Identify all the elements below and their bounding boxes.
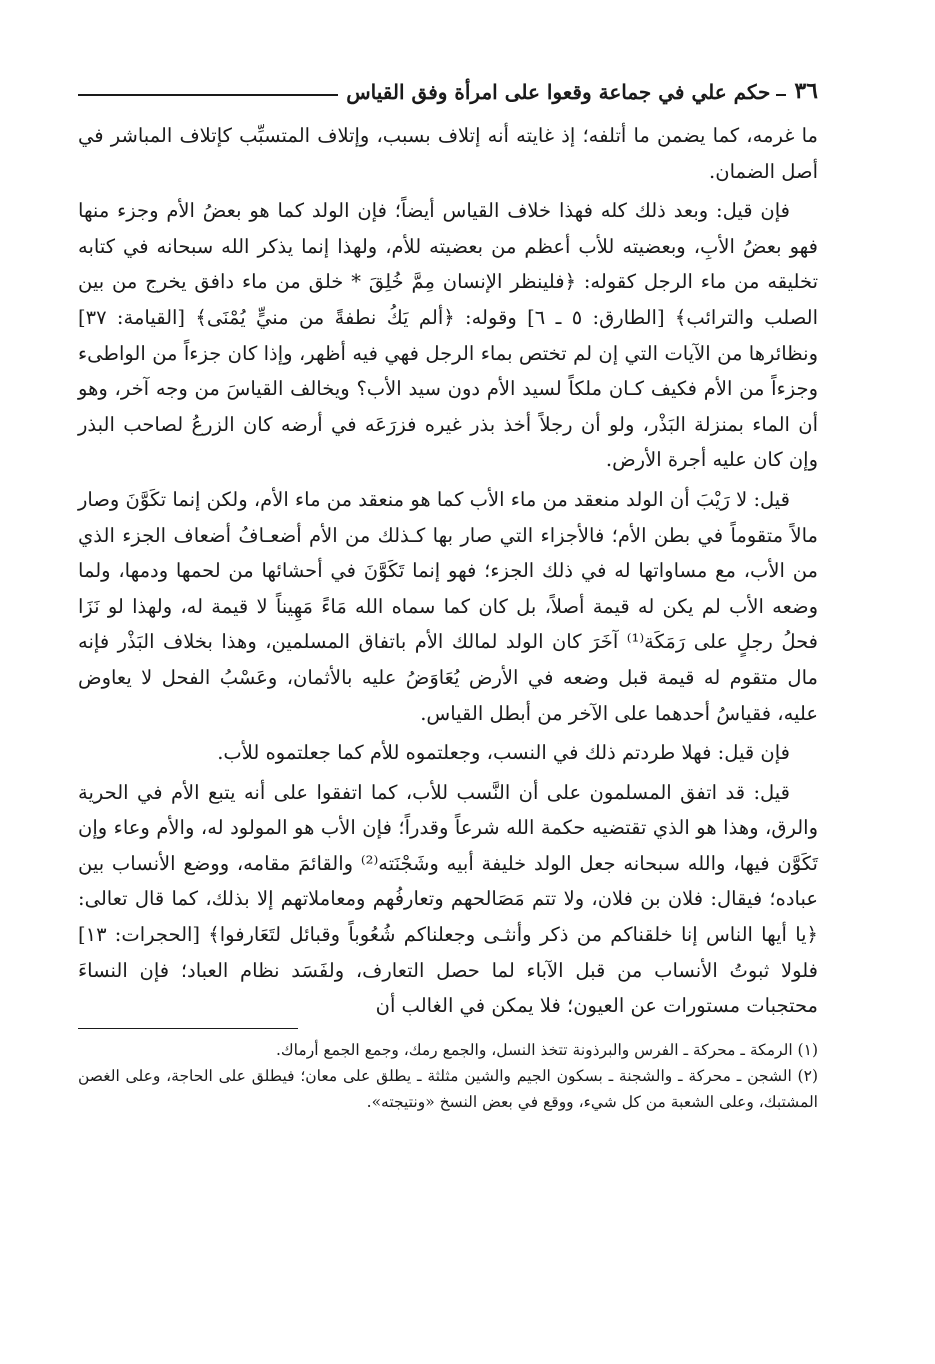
footnote-separator xyxy=(78,1028,298,1029)
paragraph-3: قيل: لا رَيْبَ أن الولد منعقد من ماء الأب كما هو منعقد من ماء الأم، ولكن إنما تكَوَّنَ وصار مالاً متقوماً في بطن الأم؛ فالأجزاء التي صار بها كـذلك من الأم أضعـافُ أضعاف الجزء الذي من الأب، مع مساواتها له في ذلك الجزء؛ فهو إنما تَكَوَّنَ في أحشائها من لحمها ودمها، ولما وضعه الأب لم يكن له قيمة أصلاً، بل كان كما سماه الله مَاءً مَهِيناً لا قيمة له، ولهذا لو نَزَا فحلُ رجلٍ على رَمَكَة⁽¹⁾ آخَرَ كان الولد لمالك الأم باتفاق المسلمين، وهذا بخلاف البَذْر فإنه مال متقوم له قيمة قبل وضعه في الأرض يُعَاوَضُ عليه بالأثمان، وعَسْبُ الفحل لا يعاوض عليه، فقياسُ أحدهما على الآخر من أبطل القياس. xyxy=(78,487,818,725)
header-rule-line xyxy=(78,94,338,96)
paragraph-1: ما غرمه، كما يضمن ما أتلفه؛ إذ غايته أنه إتلاف بسبب، وإتلاف المتسبِّب كإتلاف المباشر في أصل الضمان. xyxy=(78,124,818,183)
page-number: ٣٦ xyxy=(794,78,818,104)
main-text xyxy=(78,118,818,1024)
header-dash xyxy=(776,94,786,96)
footnote-1: (١) الرمكة ـ محركة ـ الفرس والبرذونة تتخذ النسل، والجمع رمك، وجمع الجمع أرماك. xyxy=(275,1040,818,1059)
paragraph-5: قيل: قد اتفق المسلمون على أن النَّسب للأب، كما اتفقوا على أنه يتبع الأم في الحرية والرق، وهذا هو الذي تقتضيه حكمة الله شرعاً وقدراً؛ فإن الأب هو المولود له، والأم وعاء وإن تَكَوَّن فيها، والله سبحانه جعل الولد خليفة أبيه وشَجْنَته⁽²⁾ والقائمَ مقامه، ووضع الأنساب بين عباده؛ فيقال: فلان بن فلان، ولا تتم مَصَالحهم وتعارفُهم ومعاملاتهم إلا بذلك، كما قال تعالى: ﴿يا أيها الناس إنا خلقناكم من ذكر وأنثـى وجعلناكم شُعُوباً وقبائل لتَعَارفوا﴾ [الحجرات: ١٣] فلولا ثبوتُ الأنساب من قبل الآباء لما حصل التعارف، ولفَسَد نظام العباد؛ فإن النساءَ محتجبات مستورات عن العيون؛ فلا يمكن في الغالب أن xyxy=(78,780,818,1018)
footnotes xyxy=(78,1037,818,1115)
book-page xyxy=(78,70,818,1115)
running-title: حكم علي في جماعة وقعوا على امرأة وفق القياس xyxy=(346,80,771,104)
paragraph-2: فإن قيل: وبعد ذلك كله فهذا خلاف القياس أيضاً؛ فإن الولد كما هو بعضُ الأم وجزء منها فهو بعضُ الأبِ، وبعضيته للأب أعظم من بعضيته للأم، ولهذا إنما يذكر الله سبحانه في كتابه تخليقه من ماء الرجل كقوله: ﴿فلينظر الإنسان مِمَّ خُلِقَ * خلق من ماء دافق يخرج من بين الصلب والترائب﴾ [الطارق: ٥ ـ ٦] وقوله: ﴿ألم يَكُ نطفةً من منيٍّ يُمْنَى﴾ [القيامة: ٣٧] ونظائرها من الآيات التي إن لم تختص بماء الرجل فهي فيه أظهر، وإذا كان جزءاً من الواطىء وجزءاً من الأم فكيف كـان ملكاً لسيد الأم دون سيد الأب؟ ويخالف القياسَ من وجه آخر، وهو أن الماء بمنزلة البَذْر، ولو أن رجلاً أخذ بذر غيره فزرَعَه في أرضه كان الزرعُ لصاحب البذر وإن كان عليه أجرة الأرض. xyxy=(78,199,818,472)
page-header xyxy=(78,70,818,104)
paragraph-4: فإن قيل: فهلا طردتم ذلك في النسب، وجعلتموه للأم كما جعلتموه للأب. xyxy=(217,741,790,765)
footnote-2: (٢) الشجن ـ محركة ـ والشجنة ـ بسكون الجيم والشين مثلثة ـ يطلق على معان؛ فيطلق على الحاجة، وعلى الغصن المشتبك، وعلى الشعبة من كل شيء، ووقع في بعض النسخ «ونتيجته». xyxy=(78,1066,818,1111)
